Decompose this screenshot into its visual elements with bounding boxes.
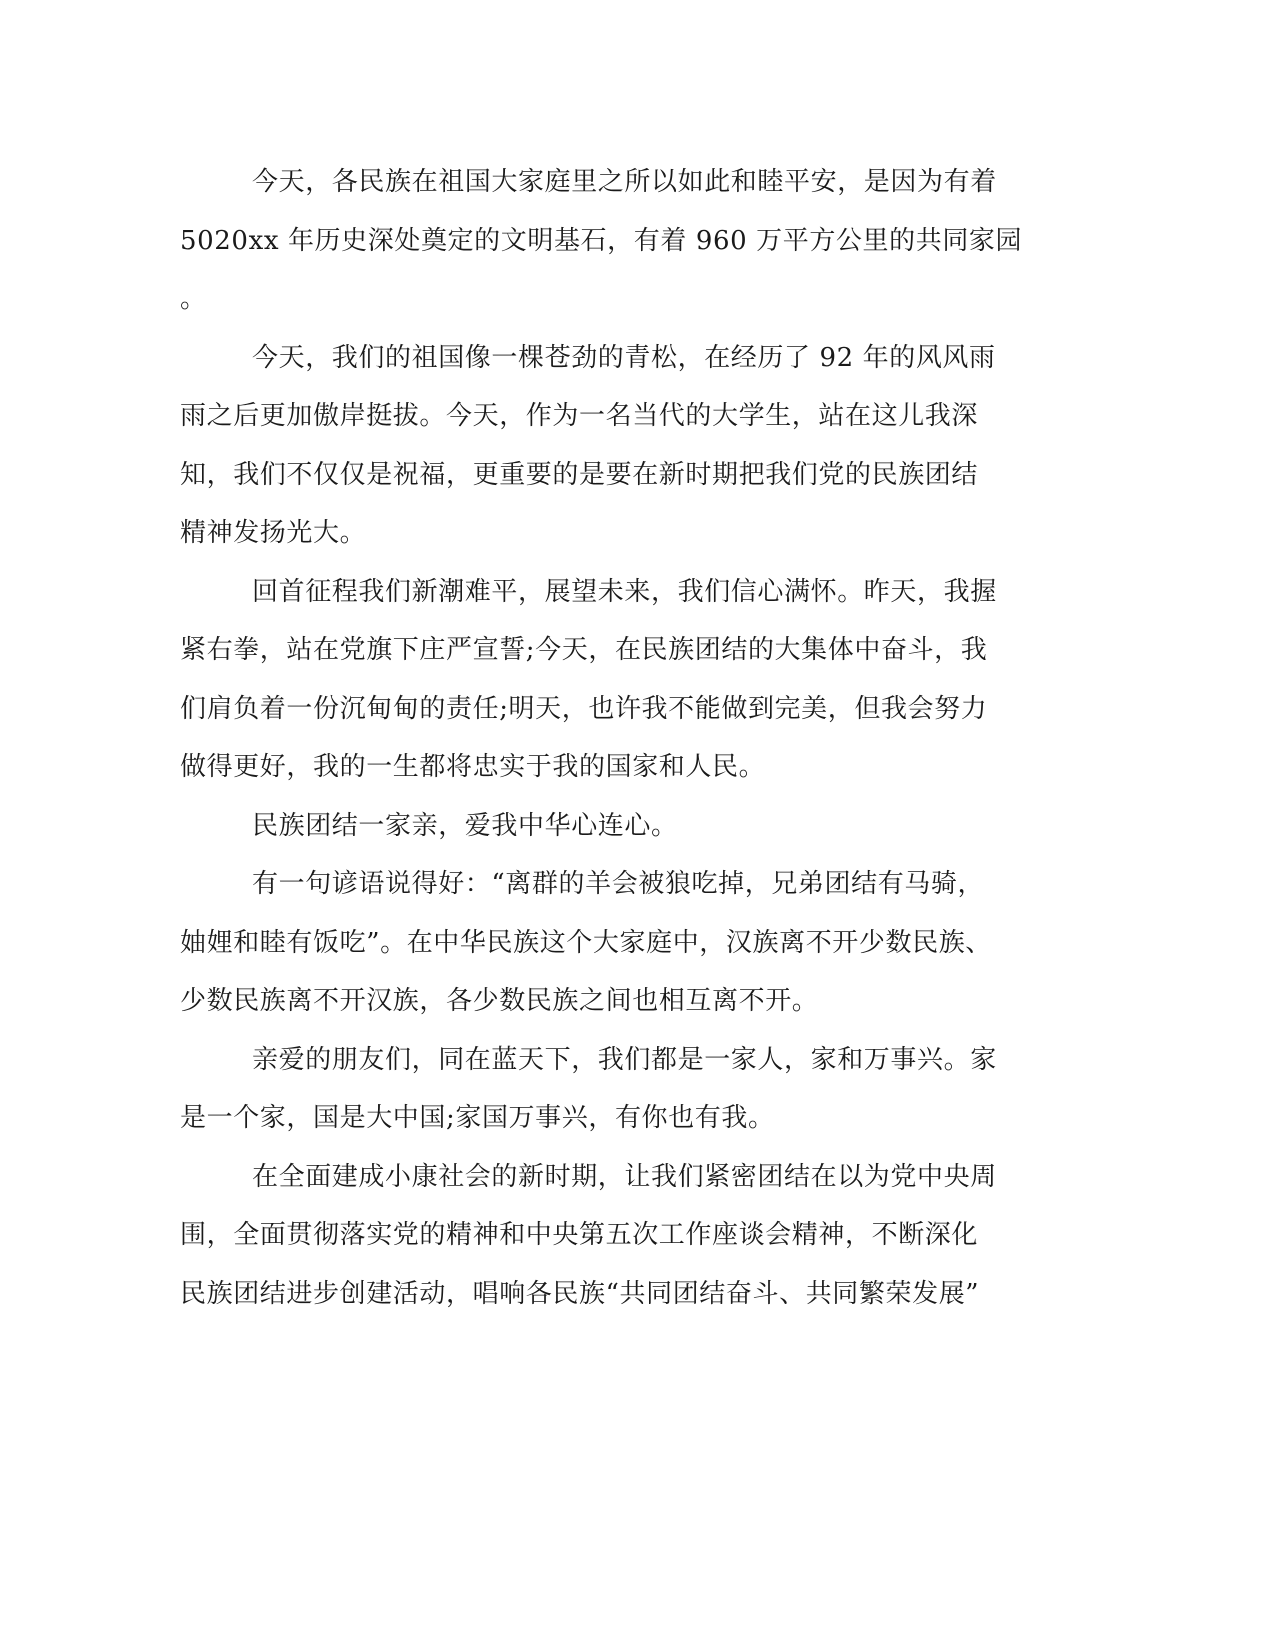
paragraph <box>180 153 1030 329</box>
text-line: 精神发扬光大。 <box>180 518 367 548</box>
text-line: 少数民族离不开汉族，各少数民族之间也相互离不开。 <box>180 986 819 1016</box>
text-line: 围，全面贯彻落实党的精神和中央第五次工作座谈会精神，不断深化 <box>180 1220 979 1250</box>
text-line: 紧右拳，站在党旗下庄严宣誓;今天，在民族团结的大集体中奋斗，我 <box>180 635 988 665</box>
text-line: 雨之后更加傲岸挺拔。今天，作为一名当代的大学生，站在这儿我深 <box>180 401 979 431</box>
document-body <box>180 153 1030 1323</box>
text-line: 民族团结一家亲，爱我中华心连心。 <box>252 810 678 841</box>
text-line: 们肩负着一份沉甸甸的责任;明天，也许我不能做到完美，但我会努力 <box>180 693 988 724</box>
text-line: 在全面建成小康社会的新时期，让我们紧密团结在以为党中央周 <box>252 1161 997 1192</box>
text-line: 有一句谚语说得好：“离群的羊会被狼吃掉，兄弟团结有马骑， <box>252 869 985 899</box>
text-line: 知，我们不仅仅是祝福，更重要的是要在新时期把我们党的民族团结 <box>180 459 979 490</box>
paragraph <box>180 1031 1030 1148</box>
text-line: 是一个家，国是大中国;家国万事兴，有你也有我。 <box>180 1103 775 1133</box>
text-line: 做得更好，我的一生都将忠实于我的国家和人民。 <box>180 752 766 782</box>
paragraph <box>180 563 1030 797</box>
text-line: 今天，各民族在祖国大家庭里之所以如此和睦平安，是因为有着 <box>252 167 997 197</box>
text-line: 回首征程我们新潮难平，展望未来，我们信心满怀。昨天，我握 <box>252 576 997 607</box>
paragraph <box>180 855 1030 1031</box>
text-line: 民族团结进步创建活动，唱响各民族“共同团结奋斗、共同繁荣发展” <box>180 1278 980 1309</box>
text-line: 妯娌和睦有饭吃”。在中华民族这个大家庭中，汉族离不开少数民族、 <box>180 927 992 958</box>
paragraph <box>180 1148 1030 1324</box>
paragraph <box>180 329 1030 563</box>
text-line: 。 <box>180 284 207 314</box>
text-line: 今天，我们的祖国像一棵苍劲的青松，在经历了 92 年的风风雨 <box>252 342 996 373</box>
text-line: 5020xx 年历史深处奠定的文明基石，有着 960 万平方公里的共同家园 <box>180 225 1023 256</box>
text-line: 亲爱的朋友们，同在蓝天下，我们都是一家人，家和万事兴。家 <box>252 1044 997 1075</box>
paragraph <box>180 797 1030 856</box>
